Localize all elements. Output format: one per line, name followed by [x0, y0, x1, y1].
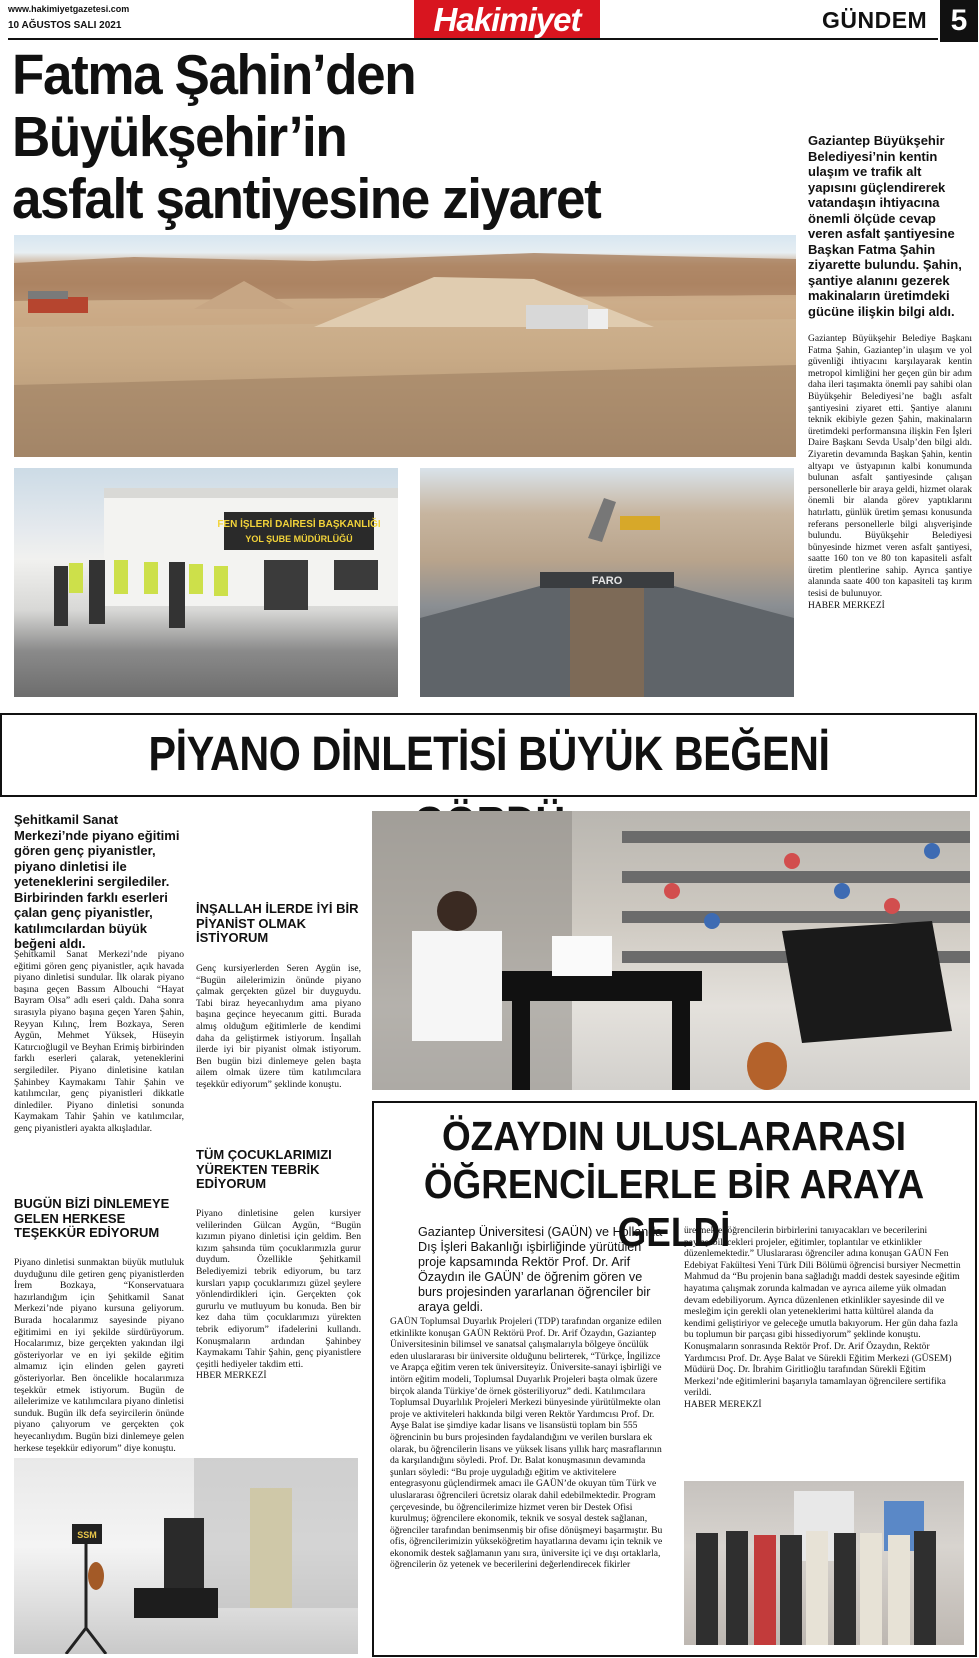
header-rule: [8, 38, 938, 40]
article1-headline: [12, 44, 747, 230]
site-url: www.hakimiyetgazetesi.com: [8, 4, 130, 14]
article3-body-1: GAÜN Toplumsal Duyarlık Projeleri (TDP) tarafından organize edilen etkinlikte konuşan GAÜN Rektörü Prof. Dr. Arif Özaydın, Gaziantep Üniversitesinin bilimsel ve sanatsal çalışmalarıyla bölgeye öncülük eden uluslararası bir üniversite olduğunu belirterek, “Türkçe, İngilizce ve Arapça eğitim veren tek üniversiteyiz. Üniversite-sanayi işbirliği ve intörn eğitim modeli, Toplumsal Duyarlık Projeleri başta olmak üzere birçok alanda Türkiye’de örnek gösteriliyoruz” dedi. Katılımcılara Toplumsal Duyarlılık Projeleri Merkezi bünyesinde yürütülmekte olan proje ve aktiviteleri hakkında bilgi veren Rektör Yardımcısı Prof. Dr. Ayşe Balat ise şimdiye kadar lisans ve lisansüstü toplam bin 555 öğrencinin bu burs projesinden faydalandığını ve verilen burslara ek olarak, bu öğrencilerin lisans ve yüksek lisans yıllık harç masraflarının da karşılandığını söyledi. Prof. Dr. Balat konuşmasının devamında şunları söyledi: “Bu proje uyguladığı eğitim ve aktivitelere entegrasyonu güçlendirmek amacı ile GAÜN’de okuyan tüm Türk ve uluslararası öğrencileri ücretsiz olarak dahil edebilmektedir. Program çerçevesinde, bu öğrencilerimize hizmet veren bir Destek Ofisi kurulmuş; öğrencilere ekonomik, teknik ve sosyal destek sağlanan, öğrenciler tarafından benimsenmiş bir ofise dönüşmeyi başarmıştır. Bu ofis, öğrencilerimizin yükseköğretim hayatlarına devamı için teknik ve ekonomik destek sağlamanın yanı sıra, üniversite içi ve dışı ortaklarla, öğrencilerin öz yetenek ve becerilerini değerlendirecek fikirler: [390, 1316, 663, 1571]
piano-recital-illustration: [372, 811, 970, 1090]
asphalt-plant-illustration: [420, 468, 794, 697]
visit-photo: [14, 468, 398, 697]
article2-body-1: Şehitkamil Sanat Merkezi’nde piyano eğitimi gören genç piyanistler, açık havada piyano dinletisi sundular. İlk olarak piyano başına geçen Bassım Albouchi “Hayat Bayram Olsa” adlı eseri çaldı. Daha sonra sırasıyla piyano başına geçen Yaren Şahin, Reyyan Kılınç, İrem Bozkaya, Seren Aygün, Mehmet Yüksek, Hüseyin Katırcıoğlugil ve Beyhan Erimiş birbirinden farklı eserleri çalarak, yeteneklerini sergilediler. Piyano dinletisine katılan Şahinbey Kaymakamı Tahir Şahin ve katılımcılar, genç piyanistleri dikkatle dinlediler. Piyano dinletisi sonunda Kaymakam Tahir Şahin ve katılımcılar, genç piyanistleri ayakta alkışladılar.: [14, 949, 184, 1134]
issue-date: 10 AĞUSTOS SALI 2021: [8, 20, 122, 31]
logo-text: Hakimiyet: [433, 1, 581, 38]
article2-body-4-text: Piyano dinletisine gelen kursiyer velilerinden Gülcan Aygün, “Bugün kızımın piyano dinletisi için geldim. Ben kızım şahsında tüm çocuklarımızla gurur duydum. Özellikle Şehitkamil Belediyemizi tebrik ediyorum, bu tarz kursları yapıp çocuklarımızı güzel şeylere yönlendirdikleri için. Gerçekten çok gururlu ve mutluyum bu konuda. Ben bir kez daha tüm çocuklarımızı yürekten tebrik ediyorum” ifadelerini kullandı. Konuşmaların ardından Şahinbey Kaymakamı Tahir Şahin, genç piyanistlere çeşitli hediyeler takdim etti.: [196, 1208, 361, 1370]
newspaper-logo: [414, 0, 600, 40]
article1-byline: HABER MERKEZİ: [808, 600, 885, 611]
article2-subhead-2: İNŞALLAH İLERDE İYİ BİR PİYANİST OLMAK İSTİYORUM: [196, 901, 359, 945]
article3-lead: Gaziantep Üniversitesi (GAÜN) ve Hollanda Dış İşleri Bakanlığı işbirliğinde yürütülen proje kapsamında Rektör Prof. Dr. Arif Özaydın ile GAÜN’ de öğrenim gören ve burs projesinden yararlanan öğrenciler bir araya geldi.: [418, 1225, 663, 1314]
page-number: 5: [940, 0, 978, 42]
article3-headline-line2: ÖĞRENCİLERLE BİR ARAYA GELDİ: [423, 1161, 925, 1255]
section-label: GÜNDEM: [822, 7, 928, 33]
piano-recital-photo: [372, 811, 970, 1090]
article3-body-2-text: üretmekte; öğrencilerin birbirlerini tanıyacakları ve becerilerini paylaşabilecekleri projeler, eğitimler, toplantılar ve etkinlikler düzenlemektedir.” Uluslararası öğrenciler adına konuşan GAÜN Fen Edebiyat Fakültesi Yeni Türk Dili Bölümü öğrencisi bursiyer Necmettin Mahmud da “Bu projenin bana sağladığı maddi destek sayesinde eğitim hayatıma çalışmak zorunda kalmadan ve ayrıca aileme yük olmadan devam edebiliyorum. Ayrıca düzenlenen etkinlikler sayesinde dil ve mesleğim için gerekli olan yeteneklerimi hatta kültürel alanda da kendimi geliştiriyor ve geleceğe umutla bakıyorum. Her gün daha fazla bu toplumun bir parçası gibi hissediyorum” şeklinde konuştu. Konuşmaların sonrasında Rektör Prof. Dr. Arif Özaydın, Rektör Yardımcısı Prof. Dr. Ayşe Balat ve Sürekli Eğitim Merkezi (GÜSEM) Müdürü Doç. Dr. İbrahim Giritlioğlu tarafından Sürekli Eğitim Merkezi’nde eğitimlerini başarıyla tamamlayan öğrencilere sertifika verildi.: [684, 1225, 961, 1399]
article2-body-3: Genç kursiyerlerden Seren Aygün ise, “Bugün ailelerimizin önünde piyano çalmak gerçekten güzel bir duyguydu. Tabi biraz heyecanlıydım ama piyano başına geçince heyecanım gitti. Burada almış olduğum eğitimlerle de kendimi daha da geliştirmek istiyorum. İnşallah ilerde iyi bir piyanist olmak istiyorum. Ben bugün bizi dinlemeye gelen başta ailem olmak üzere tüm katılımcılara teşekkür ediyorum” şeklinde konuştu.: [196, 963, 361, 1090]
quarry-illustration: [14, 235, 796, 457]
article3-body-2: [684, 1225, 964, 1411]
article3-byline: HABER MEREKZİ: [684, 1398, 762, 1410]
stage-sign: SSM: [77, 1530, 97, 1540]
article2-byline: HBER MERKEZİ: [196, 1370, 267, 1382]
machine-label: FARO: [591, 575, 623, 587]
outdoor-concert-photo: [14, 1458, 358, 1654]
article2-body-2: [14, 1257, 184, 1454]
group-photo: [684, 1481, 964, 1645]
article2-lead: Şehitkamil Sanat Merkezi’nde piyano eğitimi gören genç piyanistler, piyano dinletisi ile yeteneklerini sergilediler. Birbirinden farklı eserleri çalan genç piyanistler, katılımcılardan büyük beğeni aldı.: [14, 812, 180, 951]
building-sign-line2: YOL ŞUBE MÜDÜRLÜĞÜ: [245, 534, 353, 544]
group-illustration: [684, 1481, 964, 1645]
outdoor-concert-illustration: [14, 1458, 358, 1654]
asphalt-plant-photo: [420, 468, 794, 697]
visit-illustration: [14, 468, 398, 697]
article1-headline-line1: Fatma Şahin’den Büyükşehir’in: [12, 43, 416, 169]
quarry-photo: [14, 235, 796, 457]
article2-subhead-1: BUGÜN BİZİ DİNLEMEYE GELEN HERKESE TEŞEKKÜR EDİYORUM: [14, 1196, 170, 1240]
article2-subhead-3: TÜM ÇOCUKLARIMIZI YÜREKTEN TEBRİK EDİYORUM: [196, 1147, 332, 1191]
article2-body-2-text: Piyano dinletisi sunmaktan büyük mutluluk duyduğunu dile getiren genç piyanistlerden İrem Bozkaya, “Konservatuara hazırlandığım için Şehitkamil Sanat Merkezi’nde piyano kursuna geliyorum. Burada hocalarımız sayesinde piyano eğitimimi en iyi şekilde sürdürüyorum. Hocalarımız, bize gerçekten yakından ilgi gösteriyorlar ve en iyi şekilde eğitim almamız için elinden gelen gayreti gösteriyorlar. Ben öncelikle hocalarımıza teşekkür etmek istiyorum. Bugün de ailelerimize ve katılımcılara piyano dinletisi sunduk. Bugün ilk defa seyircilerin önünde piyano çalıyorum ve gerçekten çok heyecanlıydım. Bugün bizi dinlemeye gelen herkese teşekkür ediyorum” diye konuştu.: [14, 1257, 184, 1454]
article1-headline-line2: asfalt şantiyesine ziyaret: [12, 167, 601, 231]
article1-lead: Gaziantep Büyükşehir Belediyesi’nin kentin ulaşım ve trafik alt yapısını güçlendirerek vatandaşın ihtiyacına önemli ölçüde cevap veren asfalt şantiyesine Başkan Fatma Şahin ziyarette bulundu. Şahin, şantiye alanını gezerek makinaların üretimdeki gücüne ilişkin bilgi aldı.: [808, 133, 962, 319]
article1-body: [808, 334, 972, 612]
article2-headline: PİYANO DİNLETİSİ BÜYÜK BEĞENİ: [148, 728, 830, 781]
article2-body-4: [196, 1208, 361, 1382]
article3-headline-line1: ÖZAYDIN ULUSLARARASI: [441, 1113, 907, 1159]
article1-body-text: Gaziantep Büyükşehir Belediye Başkanı Fatma Şahin, Gaziantep’in ulaşım ve yol güvenliği ihtiyacını karşılayarak kentin metropol kimliğini her geçen gün bir adım daha ileri taşımakta önemli pay sahibi olan Büyükşehir Belediyesi’ne bağlı asfalt şantiyesini ziyaret etti. Şantiye alanını teknik ekibiyle gezen Şahin, makinaların üretimdeki performansına ilişkin Fen İşleri Daire Başkanı Sevda Usalp’den bilgi aldı. Ziyaretin devamında Başkan Şahin, kentin altyapı ve üstyapının kalbi konumunda bulunan asfalt şantiyesinde çalışan personellerle bir araya geldi, hizmet olarak önemli bir alanda görev yaptıklarını hatırlattı, günlük üretim şeması konusunda referans personellerle bilgi alışverişinde bulundu. Büyükşehir Belediyesi bünyesinde hizmet veren asfalt şantiyesi, saatte 160 ton ve 80 ton kapasiteli asfalt üretim plentlerine sahip. Ayrıca şantiye alanında saate 400 ton kapasiteli taş kırım tesisi de bulunuyor.: [808, 334, 972, 600]
building-sign-line1: FEN İŞLERİ DAİRESİ BAŞKANLIĞI: [217, 519, 381, 530]
